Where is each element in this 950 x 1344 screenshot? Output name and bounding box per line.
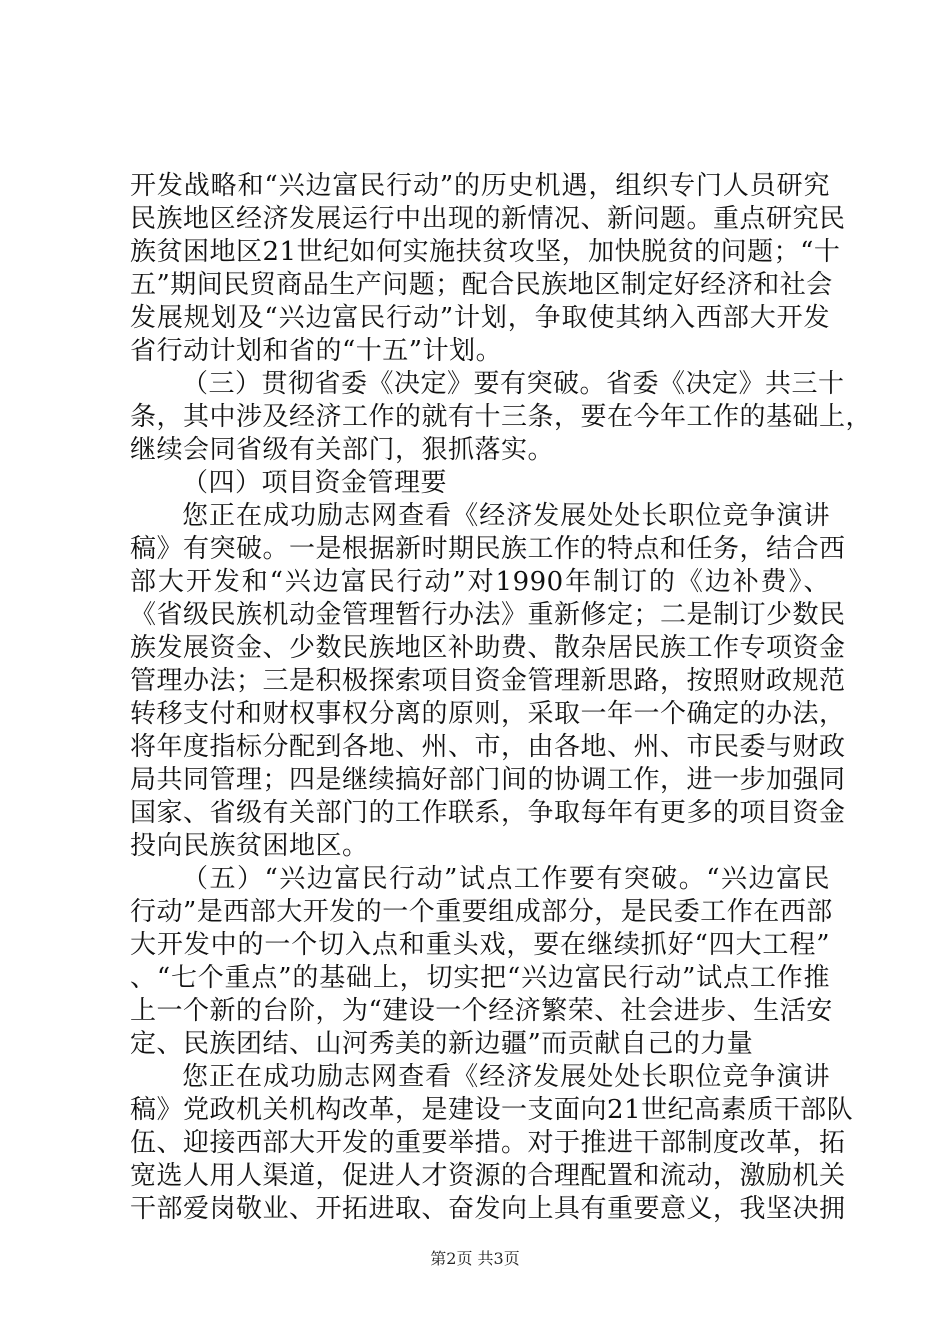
text-line: 定、民族团结、山河秀美的新边疆”而贡献自己的力量	[130, 1029, 754, 1059]
text-line: 投向民族贫困地区。	[130, 831, 369, 861]
paragraph-fund-management	[130, 500, 846, 863]
text-line: 族贫困地区21世纪如何实施扶贫攻坚，加快脱贫的问题；“十	[130, 237, 841, 267]
text-line: 稿》党政机关机构改革，是建设一支面向21世纪高素质干部队	[130, 1095, 854, 1125]
text-line: 部大开发和“兴边富民行动”对1990年制订的《边补费》、	[130, 567, 830, 597]
text-line: 干部爱岗敬业、开拓进取、奋发向上具有重要意义，我坚决拥	[130, 1194, 846, 1224]
text-line: （三）贯彻省委《决定》要有突破。省委《决定》共三十	[182, 369, 845, 399]
text-line: 继续会同省级有关部门，狠抓落实。	[130, 435, 555, 465]
text-line: 发展规划及“兴边富民行动”计划，争取使其纳入西部大开发	[130, 303, 830, 333]
text-line: （五）“兴边富民行动”试点工作要有突破。“兴边富民	[182, 864, 830, 894]
section-heading: （四）项目资金管理要	[182, 468, 448, 498]
paragraph-development-strategy	[130, 170, 846, 368]
paragraph-section-five	[130, 863, 833, 1061]
text-line: 您正在成功励志网查看《经济发展处处长职位竞争演讲	[182, 1062, 830, 1092]
document-body	[130, 170, 873, 1226]
text-line: 族发展资金、少数民族地区补助费、散杂居民族工作专项资金	[130, 633, 846, 663]
text-line: 局共同管理；四是继续搞好部门间的协调工作，进一步加强同	[130, 765, 846, 795]
text-line: 大开发中的一个切入点和重头戏，要在继续抓好“四大工程”	[130, 930, 830, 960]
paragraph-section-three	[130, 368, 873, 467]
text-line: 条，其中涉及经济工作的就有十三条，要在今年工作的基础上，	[130, 402, 873, 432]
text-line: 省行动计划和省的“十五”计划。	[130, 336, 503, 366]
text-line: 宽选人用人渠道，促进人才资源的合理配置和流动，激励机关	[130, 1161, 846, 1191]
text-line: 、“七个重点”的基础上，切实把“兴边富民行动”试点工作推	[130, 963, 830, 993]
text-line: 国家、省级有关部门的工作联系，争取每年有更多的项目资金	[130, 798, 846, 828]
text-line: 稿》有突破。一是根据新时期民族工作的特点和任务，结合西	[130, 534, 846, 564]
text-line: 开发战略和“兴边富民行动”的历史机遇，组织专门人员研究	[130, 171, 830, 201]
text-line: 管理办法；三是积极探索项目资金管理新思路，按照财政规范	[130, 666, 846, 696]
text-line: 五”期间民贸商品生产问题；配合民族地区制定好经济和社会	[130, 270, 833, 300]
text-line: 您正在成功励志网查看《经济发展处处长职位竞争演讲	[182, 501, 830, 531]
text-line: 转移支付和财权事权分离的原则，采取一年一个确定的办法，	[130, 699, 846, 729]
text-line: 上一个新的台阶，为“建设一个经济繁荣、社会进步、生活安	[130, 996, 833, 1026]
text-line: 《省级民族机动金管理暂行办法》重新修定；二是制订少数民	[130, 600, 846, 630]
page-number-footer: 第2页 共3页	[430, 1249, 520, 1268]
paragraph-institutional-reform	[130, 1061, 854, 1226]
text-line: 行动”是西部大开发的一个重要组成部分，是民委工作在西部	[130, 897, 833, 927]
text-line: 将年度指标分配到各地、州、市，由各地、州、市民委与财政	[130, 732, 846, 762]
paragraph-section-four-heading	[130, 467, 830, 500]
text-line: 伍、迎接西部大开发的重要举措。对于推进干部制度改革，拓	[130, 1128, 846, 1158]
text-line: 民族地区经济发展运行中出现的新情况、新问题。重点研究民	[130, 204, 846, 234]
